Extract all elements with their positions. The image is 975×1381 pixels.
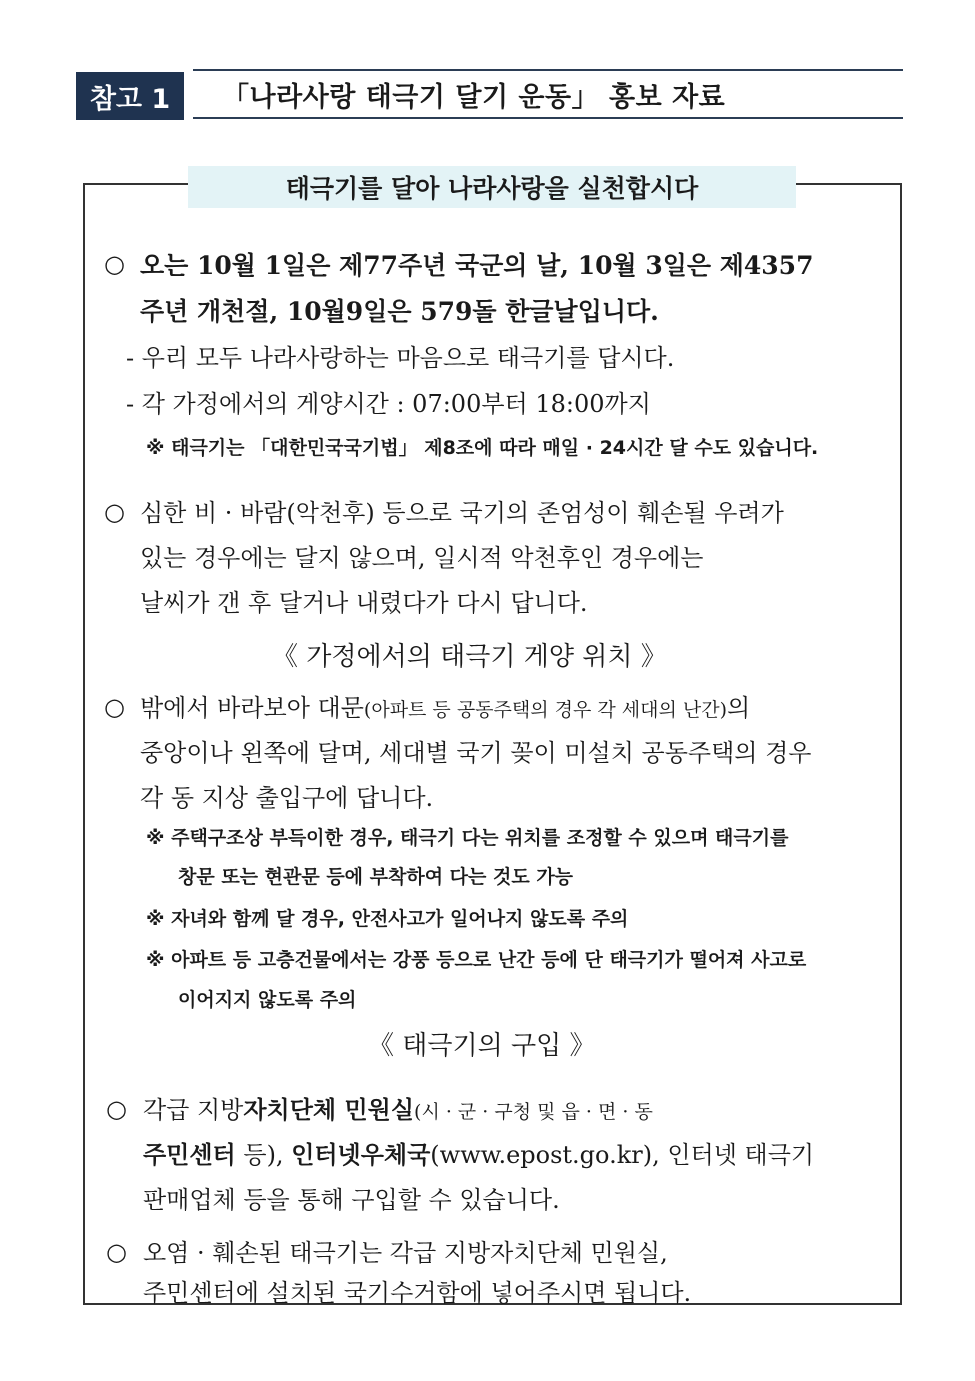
section3-note1b: 창문 또는 현관문 등에 부착하여 다는 것도 가능	[178, 866, 574, 888]
bullet-icon: ○	[104, 498, 125, 526]
section1-line2: 주년 개천절, 10월9일은 579돌 한글날입니다.	[140, 297, 659, 326]
section4-line1	[143, 1090, 653, 1125]
reference-tag: 참고 1	[76, 72, 184, 120]
page-title: 「나라사랑 태극기 달기 운동」 홍보 자료	[222, 82, 726, 113]
section1-note: ※ 태극기는 「대한민국국기법」 제8조에 따라 매일 · 24시간 달 수도 있습니다.	[146, 437, 819, 459]
section4-line2-c: 인터넷우체국	[291, 1140, 431, 1169]
bullet-icon: ○	[106, 1238, 127, 1266]
section3-note2: ※ 자녀와 함께 달 경우, 안전사고가 일어나지 않도록 주의	[146, 908, 629, 930]
section4-line3: 판매업체 등을 통해 구입할 수 있습니다.	[143, 1186, 560, 1214]
section3-line3: 각 동 지상 출입구에 답니다.	[140, 784, 434, 812]
section1-dash2: - 각 가정에서의 게양시간 : 07:00부터 18:00까지	[126, 390, 651, 418]
section3-line1	[140, 688, 750, 723]
section4-line2-b: 등),	[235, 1141, 292, 1169]
banner-heading: 태극기를 달아 나라사랑을 실천합시다	[188, 166, 796, 208]
section3-line2: 중앙이나 왼쪽에 달며, 세대별 국기 꽂이 미설치 공동주택의 경우	[140, 739, 812, 767]
section4-line1-b: 자치단체 민원실	[243, 1095, 415, 1124]
section3-line1-main: 밖에서 바라보아 대문	[140, 694, 364, 722]
bullet-icon: ○	[104, 693, 125, 721]
content-box-top-left	[83, 183, 191, 185]
section3-note3b: 이어지지 않도록 주의	[178, 989, 357, 1011]
section2-line1: 심한 비 · 바람(악천후) 등으로 국기의 존엄성이 훼손될 우려가	[140, 499, 784, 527]
bullet-icon: ○	[106, 1095, 127, 1123]
subhead-purchase: 《 태극기의 구입 》	[368, 1031, 596, 1061]
section2-line3: 날씨가 갠 후 달거나 내렸다가 다시 답니다.	[140, 589, 588, 617]
section2-line2: 있는 경우에는 달지 않으며, 일시적 악천후인 경우에는	[140, 544, 704, 572]
section4-line1-a: 각급 지방	[143, 1096, 244, 1124]
section3-line1-end: 의	[727, 694, 751, 722]
header-rule-top	[193, 69, 903, 71]
section4-line2-d: (www.epost.go.kr), 인터넷 태극기	[430, 1141, 815, 1169]
section4-line2	[143, 1135, 814, 1170]
section3-line1-paren: (아파트 등 공동주택의 경우 각 세대의 난간)	[363, 699, 728, 721]
content-box-top-right	[795, 183, 902, 185]
section5-line2: 주민센터에 설치된 국기수거함에 넣어주시면 됩니다.	[143, 1279, 692, 1307]
section3-note1a: ※ 주택구조상 부득이한 경우, 태극기 다는 위치를 조정할 수 있으며 태극기를	[146, 827, 789, 849]
section1-line1: 오는 10월 1일은 제77주년 국군의 날, 10월 3일은 제4357	[140, 251, 814, 280]
subhead-location: 《 가정에서의 태극기 게양 위치 》	[272, 642, 667, 672]
section3-note3a: ※ 아파트 등 고층건물에서는 강풍 등으로 난간 등에 단 태극기가 떨어져 사고로	[146, 949, 807, 971]
header-rule-bottom	[193, 117, 903, 119]
bullet-icon: ○	[104, 250, 125, 278]
section4-line1-c: (시 · 군 · 구청 및 읍 · 면 · 동	[414, 1101, 653, 1123]
section4-line2-a: 주민센터	[143, 1140, 236, 1169]
section1-dash1: - 우리 모두 나라사랑하는 마음으로 태극기를 답시다.	[126, 344, 675, 372]
section5-line1: 오염 · 훼손된 태극기는 각급 지방자치단체 민원실,	[143, 1239, 668, 1267]
